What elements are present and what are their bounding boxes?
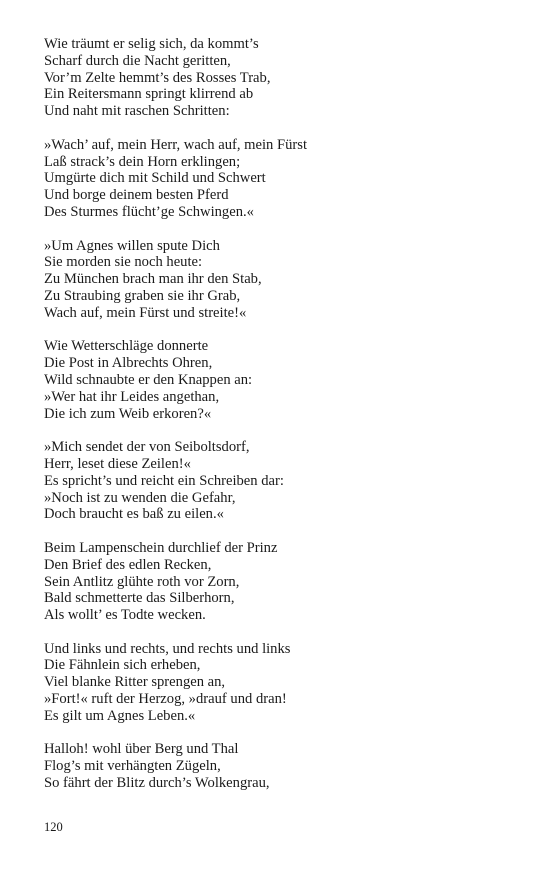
verse-line: Doch braucht es baß zu eilen.«	[44, 506, 224, 523]
verse-line: Es spricht’s und reicht ein Schreiben dar:	[44, 472, 284, 489]
verse-line: Den Brief des edlen Recken,	[44, 556, 212, 573]
verse-line: Herr, leset diese Zeilen!«	[44, 455, 191, 472]
verse-line: »Mich sendet der von Seiboltsdorf,	[44, 439, 250, 456]
stanza-3	[44, 238, 524, 322]
verse-line: Wie träumt er selig sich, da kommt’s	[44, 36, 259, 52]
verse-line: Und links und rechts, und rechts und links	[44, 640, 291, 657]
verse-line: Ein Reitersmann springt klirrend ab	[44, 86, 254, 103]
stanza-4	[44, 338, 524, 422]
verse-line: Zu München brach man ihr den Stab,	[44, 271, 262, 288]
verse-line: »Wer hat ihr Leides angethan,	[44, 388, 220, 405]
stanza-5	[44, 439, 524, 523]
stanza-2	[44, 137, 524, 221]
page-number: 120	[44, 820, 63, 834]
verse-line: Wie Wetterschläge donnerte	[44, 338, 209, 355]
verse-line: »Noch ist zu wenden die Gefahr,	[44, 489, 236, 506]
verse-line: Des Sturmes flücht’ge Schwingen.«	[44, 203, 254, 220]
stanza-6	[44, 540, 524, 624]
verse-line: So fährt der Blitz durch’s Wolkengrau,	[44, 775, 270, 792]
verse-line: Vor’m Zelte hemmt’s des Rosses Trab,	[44, 69, 271, 86]
verse-line: Viel blanke Ritter sprengen an,	[44, 674, 226, 691]
verse-line: Und borge deinem besten Pferd	[44, 187, 229, 204]
verse-line: Die ich zum Weib erkoren?«	[44, 405, 212, 422]
verse-line: Und naht mit raschen Schritten:	[44, 103, 230, 120]
verse-line: Laß strack’s dein Horn erklingen;	[44, 153, 241, 170]
verse-line: Beim Lampenschein durchlief der Prinz	[44, 539, 278, 556]
stanza-7	[44, 641, 524, 725]
verse-line: »Um Agnes willen spute Dich	[44, 237, 220, 254]
verse-line: Sein Antlitz glühte roth vor Zorn,	[44, 573, 240, 590]
verse-line: Zu Straubing graben sie ihr Grab,	[44, 287, 241, 304]
stanza-1	[44, 36, 524, 120]
verse-line: Die Post in Albrechts Ohren,	[44, 355, 213, 372]
verse-line: »Wach’ auf, mein Herr, wach auf, mein Fürst	[44, 136, 307, 153]
verse-line: Umgürte dich mit Schild und Schwert	[44, 170, 266, 187]
poem-text	[44, 36, 524, 809]
stanza-8	[44, 741, 524, 791]
verse-line: Scharf durch die Nacht geritten,	[44, 52, 231, 69]
verse-line: »Fort!« ruft der Herzog, »drauf und dran!	[44, 691, 287, 708]
verse-line: Sie morden sie noch heute:	[44, 254, 203, 271]
verse-line: Wild schnaubte er den Knappen an:	[44, 371, 253, 388]
verse-line: Halloh! wohl über Berg und Thal	[44, 741, 239, 758]
verse-line: Es gilt um Agnes Leben.«	[44, 707, 196, 724]
verse-line: Wach auf, mein Fürst und streite!«	[44, 304, 247, 321]
verse-line: Die Fähnlein sich erheben,	[44, 657, 201, 674]
verse-line: Bald schmetterte das Silberhorn,	[44, 590, 235, 607]
verse-line: Als wollt’ es Todte wecken.	[44, 607, 206, 624]
verse-line: Flog’s mit verhängten Zügeln,	[44, 758, 221, 775]
